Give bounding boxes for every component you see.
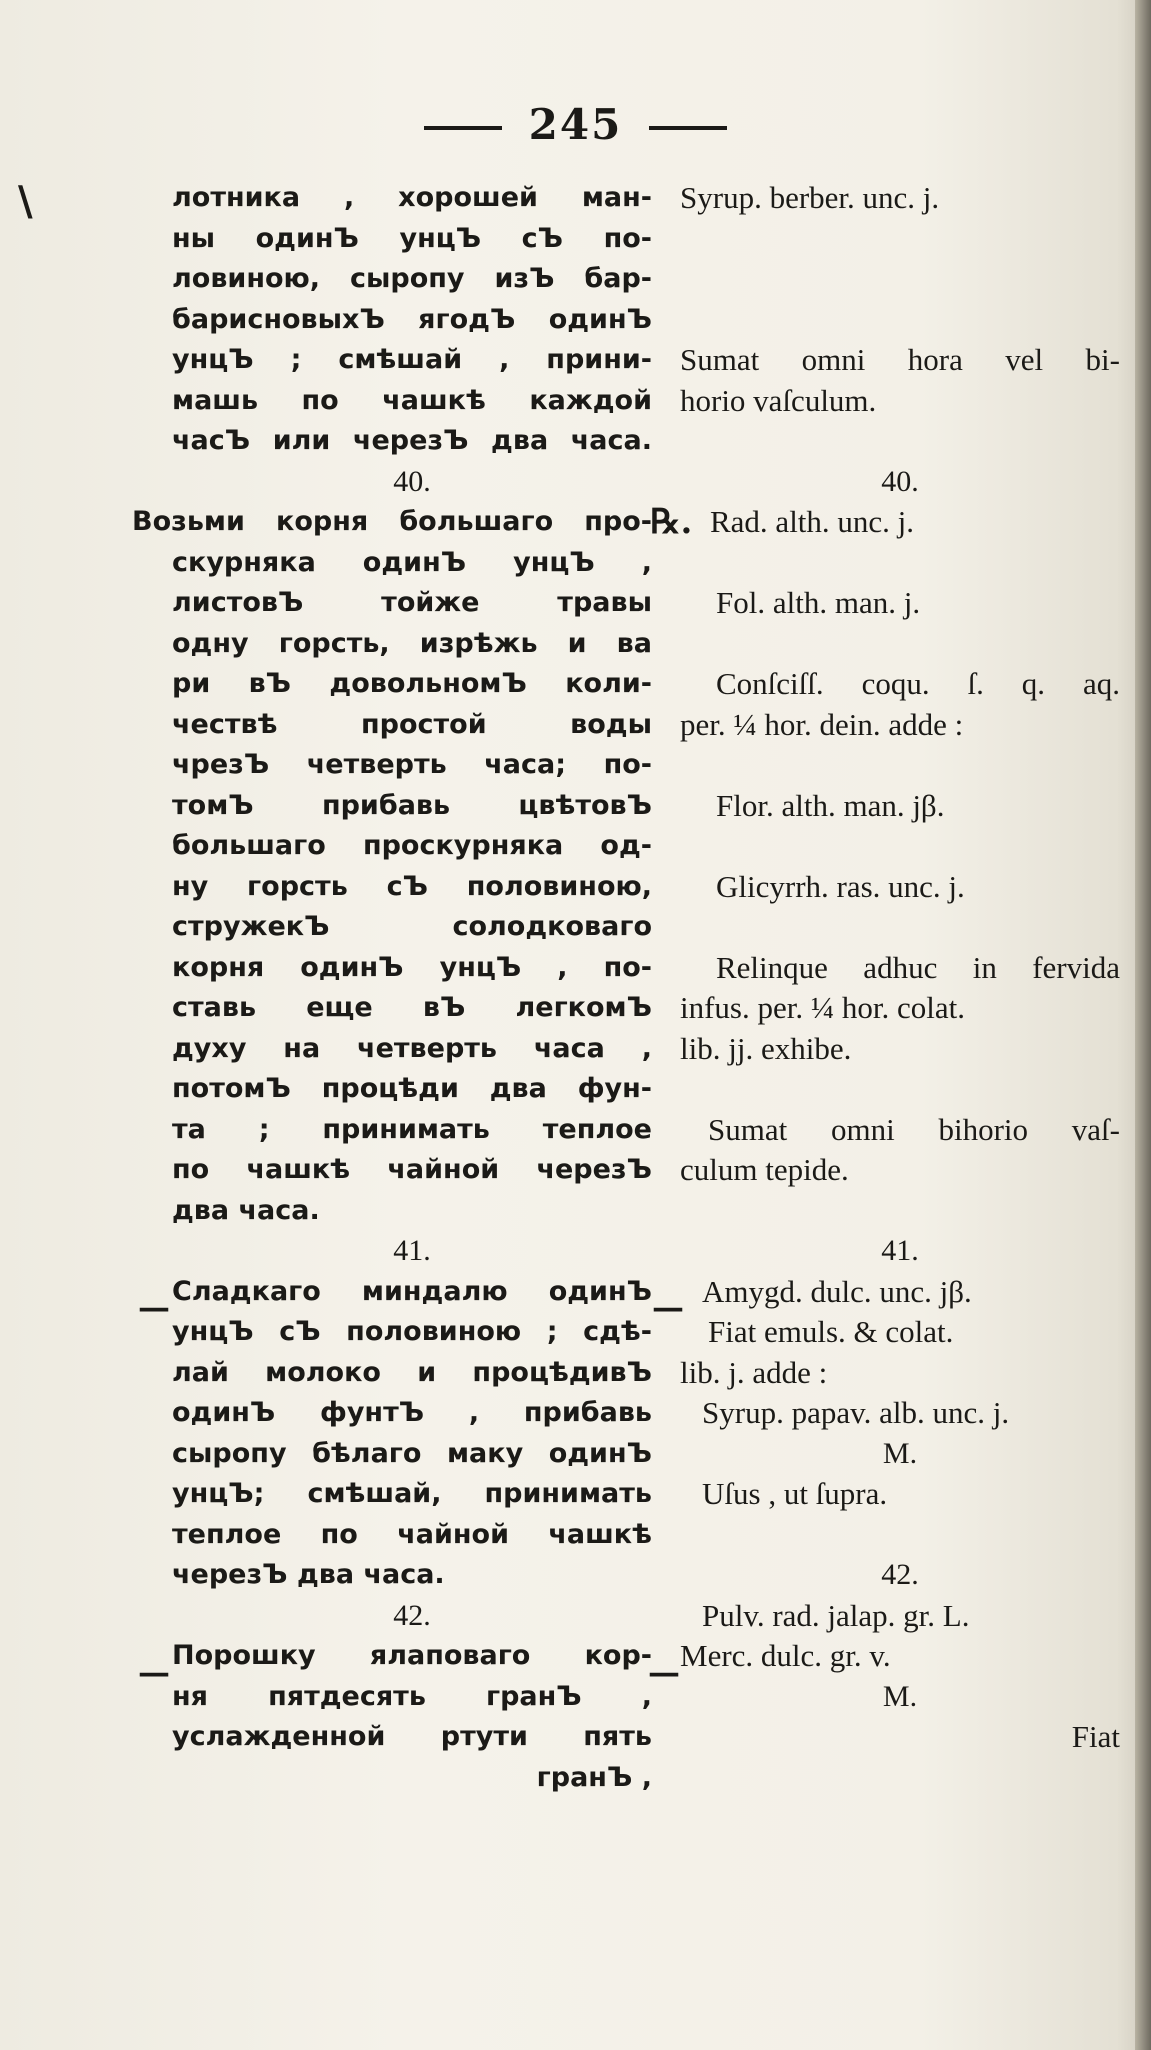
text-line: унцЪ сЪ половиною ; сдѣ- — [172, 1316, 652, 1347]
text-line: M. — [882, 1436, 918, 1470]
recipe-number-42-la: 42. — [881, 1558, 919, 1591]
text-line: ня пятдесять гранЪ , — [172, 1680, 652, 1712]
text-line: ны одинЪ унцЪ сЪ по- — [172, 222, 652, 254]
text-line: horio vaſculum. — [680, 382, 877, 418]
text-line: Syrup. papav. alb. unc. j. — [702, 1395, 1010, 1430]
text-line: lib. j. adde : — [680, 1354, 828, 1390]
header-rule-right — [649, 126, 727, 130]
text-line: черезЪ два часа. — [172, 1559, 445, 1590]
text-line: лай молоко и процѣдивЪ — [172, 1356, 652, 1388]
text-line: одинЪ фунтЪ , прибавь — [172, 1397, 652, 1428]
text-line: Сладкаго миндалю одинЪ — [172, 1275, 652, 1307]
text-line: потомЪ процѣди два фун- — [172, 1073, 652, 1104]
margin-dash-42-la: — — [648, 1653, 680, 1691]
page-edge-shadow — [1135, 0, 1151, 2050]
text-line: духу на четверть часа , — [172, 1032, 652, 1064]
text-line: ставь еще вЪ легкомЪ — [172, 992, 652, 1023]
recipe-number-42-ru: 42. — [393, 1598, 431, 1632]
text-line: услажденной ртути пять — [172, 1721, 652, 1752]
text-line: барисновыхЪ ягодЪ одинЪ — [172, 303, 652, 335]
text-line: машь по чашкѣ каждой — [172, 384, 652, 416]
page-number: 245 — [528, 100, 623, 149]
text-line: Conſciſſ. coqu. ſ. q. aq. — [716, 666, 1120, 701]
recipe-number-41-ru: 41. — [393, 1234, 431, 1267]
text-line: Syrup. berber. unc. j. — [680, 180, 940, 215]
recipe-number-40-la: 40. — [881, 464, 919, 498]
text-line: лотника , хорошей ман- — [172, 182, 652, 213]
text-line: Fiat emuls. & colat. — [708, 1314, 954, 1349]
text-line: infus. per. ¼ hor. colat. — [680, 990, 965, 1025]
text-line: томЪ прибавь цвѣтовЪ — [172, 789, 652, 821]
text-line: по чашкѣ чайной черезЪ — [172, 1154, 652, 1185]
text-line: одну горсть, изрѣжь и ва — [172, 627, 652, 659]
text-line: Flor. alth. man. jβ. — [716, 787, 945, 823]
text-line: culum tepide. — [680, 1152, 849, 1187]
text-line: Amygd. dulc. unc. jβ. — [702, 1273, 972, 1309]
text-line: Порошку ялаповаго кор- — [172, 1640, 652, 1671]
page-header — [0, 100, 1151, 149]
text-line: Sumat omni bihorio vaſ- — [708, 1111, 1120, 1147]
text-line: скурняка одинЪ унцЪ , — [172, 546, 652, 578]
text-line: ри вЪ довольномЪ коли- — [172, 668, 652, 699]
text-line: стружекЪ солодковаго — [172, 911, 652, 942]
text-line: большаго проскурняка од- — [172, 830, 652, 861]
margin-dash-42: — — [138, 1653, 170, 1691]
text-line: Sumat omni hora vel bi- — [680, 342, 1120, 377]
text-line: Relinque adhuc in fervida — [716, 949, 1120, 985]
text-line: часЪ или черезЪ два часа. — [172, 425, 652, 456]
text-line: теплое по чайной чашкѣ — [172, 1518, 652, 1550]
text-line: чрезЪ четверть часа; по- — [172, 749, 652, 780]
margin-dash-41-la: — — [652, 1288, 684, 1326]
text-line: Fol. alth. man. j. — [716, 585, 921, 620]
text-line: Возьми корня большаго про- — [132, 506, 652, 537]
text-line: lib. jj. exhibe. — [680, 1030, 852, 1066]
russian-column — [132, 178, 652, 1798]
text-line: гранЪ , — [536, 1761, 652, 1793]
catchword: Fiat — [1071, 1719, 1120, 1754]
text-line: Merc. dulc. gr. v. — [680, 1638, 891, 1673]
header-rule-left — [424, 126, 502, 130]
text-line: M. — [882, 1679, 918, 1713]
text-line: унцЪ; смѣшай, принимать — [172, 1478, 652, 1509]
margin-backslash: \ — [18, 178, 33, 225]
text-line: унцЪ ; смѣшай , прини- — [172, 344, 652, 375]
latin-column — [680, 178, 1120, 1758]
text-line: Glicyrrh. ras. unc. j. — [716, 868, 965, 904]
recipe-symbol: ℞. — [650, 502, 693, 542]
text-line: ну горсть сЪ половиною, — [172, 870, 652, 902]
text-line: корня одинЪ унцЪ , по- — [172, 951, 652, 983]
text-line: ловиною, сыропу изЪ бар- — [172, 263, 652, 294]
text-line: Pulv. rad. jalap. gr. L. — [702, 1597, 970, 1633]
text-line: Rad. alth. unc. j. — [710, 504, 915, 539]
margin-dash-41: — — [138, 1288, 170, 1326]
recipe-number-41-la: 41. — [881, 1234, 919, 1267]
text-line: та ; принимать теплое — [172, 1113, 652, 1145]
text-line: per. ¼ hor. dein. adde : — [680, 706, 964, 742]
recipe-number-40-ru: 40. — [393, 464, 431, 498]
text-line: Uſus , ut ſupra. — [702, 1476, 888, 1511]
text-line: два часа. — [172, 1194, 320, 1226]
text-line: сыропу бѣлаго маку одинЪ — [172, 1437, 652, 1469]
text-line: чествѣ простой воды — [172, 708, 652, 740]
text-line: листовЪ тойже травы — [172, 587, 652, 618]
